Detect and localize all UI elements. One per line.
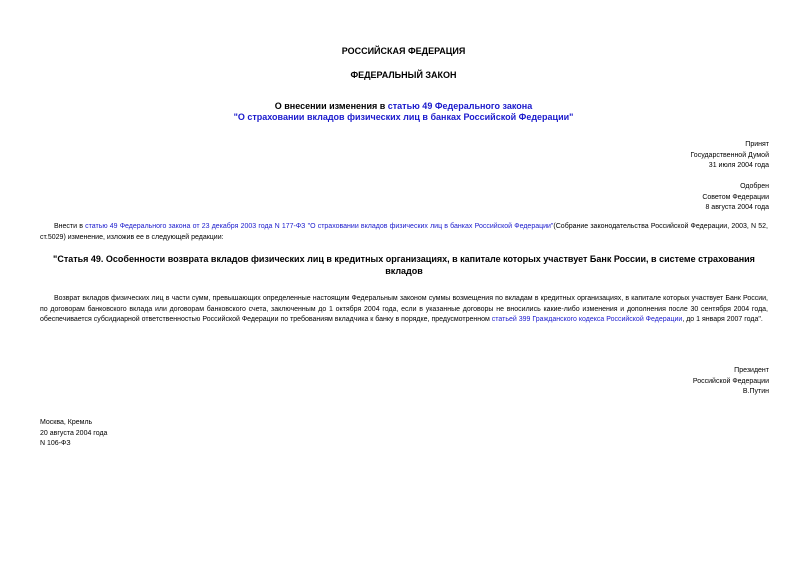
intro-law-link[interactable]: статью 49 Федерального закона от 23 декабря 2003 года N 177-ФЗ "О страховании вкладов физических лиц в банках Российской Федерации" (85, 223, 554, 230)
approval-line-1: Одобрен (740, 183, 769, 190)
place-line-2: 20 августа 2004 года (40, 429, 108, 437)
body-text-1: Возврат вкладов физических лиц в части сумм, превышающих определенные настоящим Федеральным законом суммы возмещения по вкладам в кредитных организациях, в капитале которых участвует Банк России, по договорам банковского вклада или договорам банковского счета, заключенным до 1 октября 2004 года, если в указанные договоры не вносились какие-либо изменения и дополнения после 30 сентября 2004 года, обеспечивается субсидиарной ответственностью Российской Федерации по требованиям вкладчика к банку в порядке, предусмотренном (40, 295, 768, 323)
approval-line-2: Советом Федерации (702, 193, 769, 201)
law-title (0, 101, 807, 123)
signature-line-2: Российской Федерации (692, 377, 769, 385)
intro-paragraph (40, 222, 768, 243)
approval-line-3: 8 августа 2004 года (705, 204, 769, 211)
adoption-line-2: Государственной Думой (690, 151, 769, 159)
signature-block (693, 366, 769, 398)
adoption-line-1: Принят (745, 141, 769, 148)
place-line-3: N 106-ФЗ (40, 440, 71, 447)
title-prefix: О внесении изменения в (274, 101, 388, 111)
law-type-heading: ФЕДЕРАЛЬНЫЙ ЗАКОН (350, 70, 457, 80)
title-law-link[interactable]: "О страховании вкладов физических лиц в банках Российской Федерации" (233, 112, 574, 122)
body-text-2: , до 1 января 2007 года". (682, 316, 763, 323)
signature-line-3: В.Путин (742, 388, 769, 395)
place-block (40, 418, 107, 450)
title-article-link[interactable]: статью 49 Федерального закона (387, 101, 533, 111)
adoption-block (690, 140, 769, 172)
intro-suffix: (Собрание законодательства Российской Федерации, 2003, N 52, ст.5029) изменение, изложив ее в следующей редакции: (40, 223, 768, 241)
body-paragraph (40, 294, 768, 326)
adoption-line-3: 31 июля 2004 года (708, 162, 769, 169)
civil-code-link[interactable]: статьей 399 Гражданского кодекса Российской Федерации (491, 316, 683, 323)
country-heading: РОССИЙСКАЯ ФЕДЕРАЦИЯ (341, 46, 466, 56)
article-heading: "Статья 49. Особенности возврата вкладов физических лиц в кредитных организациях, в капитале которых участвует Банк России, в системе страхования вкладов (53, 254, 755, 276)
place-line-1: Москва, Кремль (40, 419, 93, 426)
intro-prefix: Внести в (54, 223, 86, 230)
signature-line-1: Президент (734, 367, 769, 374)
approval-block (702, 182, 769, 214)
